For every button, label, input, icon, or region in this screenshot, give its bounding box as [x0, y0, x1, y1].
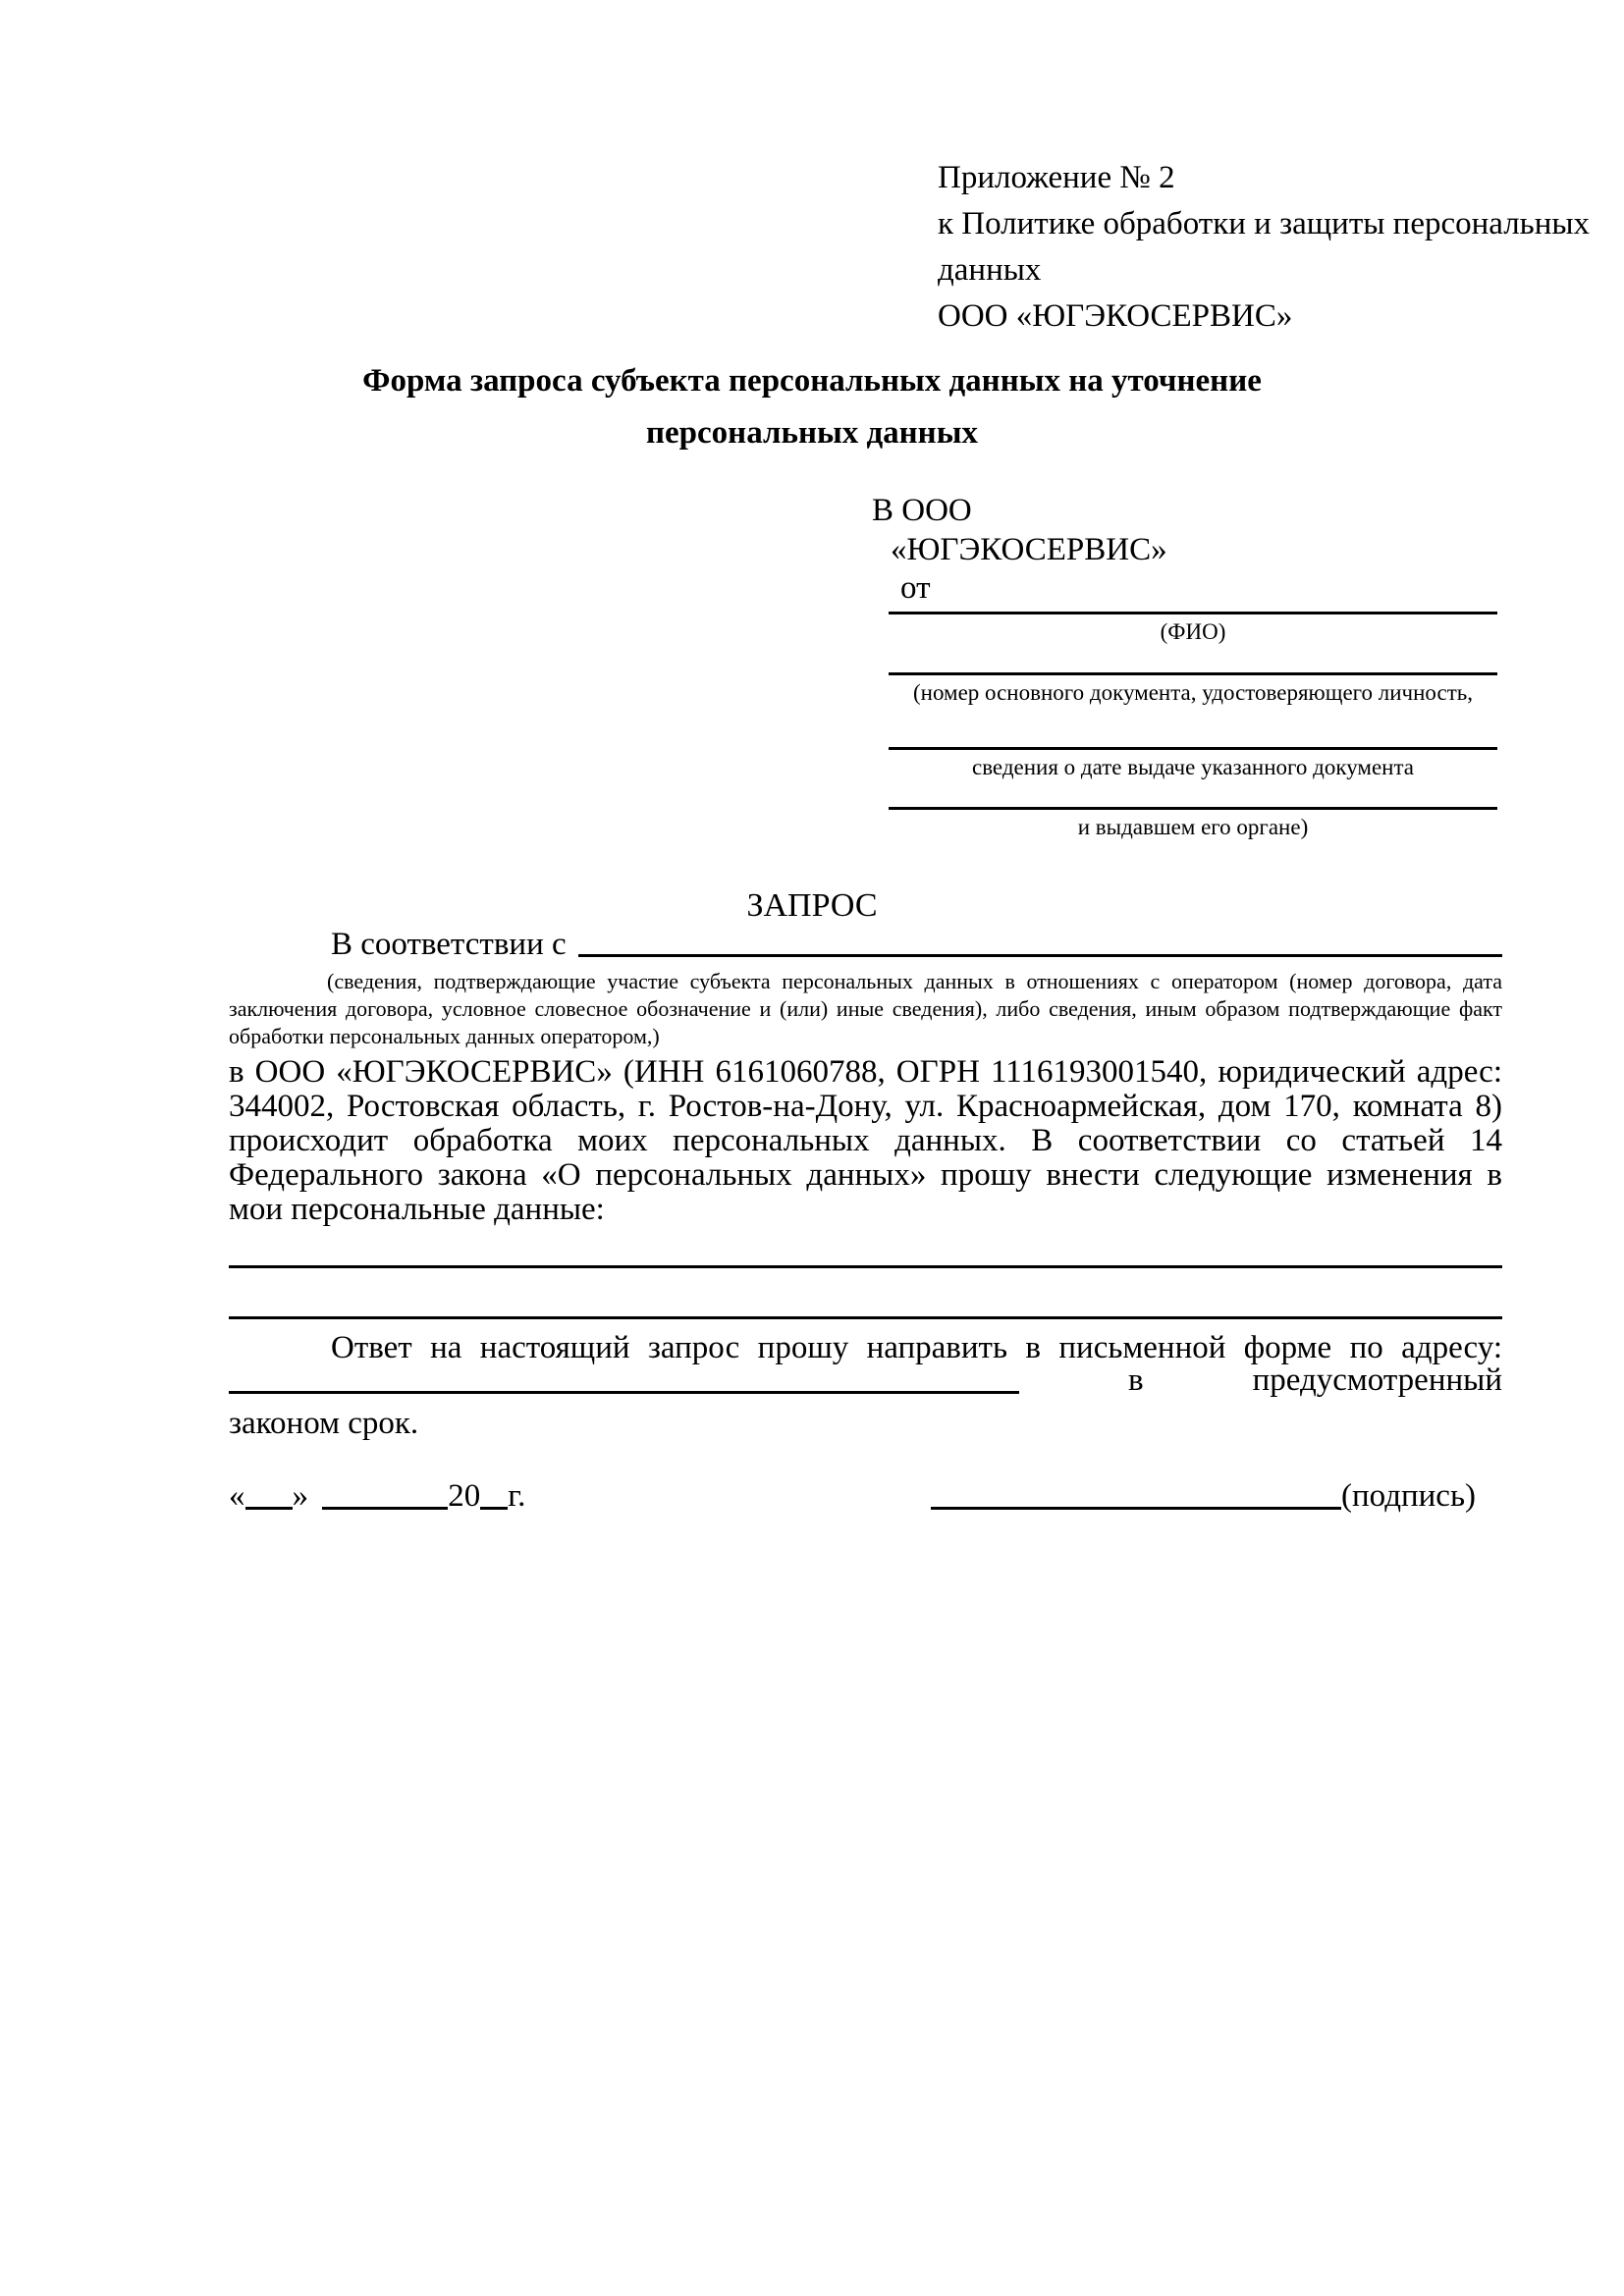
document-title-text: Форма запроса субъекта персональных данных на уточнение персональных данных	[362, 363, 1262, 451]
annex-line: данных	[938, 252, 1042, 288]
annex-line: Приложение № 2	[938, 160, 1175, 195]
basis-note: (сведения, подтверждающие участие субъекта персональных данных в отношениях с оператором (номер договора, дата заключения договора, условное словесное обозначение и (или) иные сведения), либо сведения, иным образом подтверждающие факт обработки персональных данных оператором,)	[229, 969, 1502, 1048]
year-suffix: г.	[508, 1478, 526, 1514]
document-number-caption: (номер основного документа, удостоверяющего личность,	[912, 680, 1473, 705]
reply-address-row	[229, 1363, 1502, 1398]
reply-word-predusmotrennyi: предусмотренный	[1252, 1362, 1502, 1398]
month-blank-line	[322, 1499, 448, 1510]
addressee-block	[872, 491, 1497, 842]
issuing-authority-caption: и выдавшем его органе)	[1077, 815, 1309, 839]
date-signature-row	[229, 1476, 1476, 1516]
quote-open: «	[229, 1478, 245, 1514]
signature-group	[931, 1476, 1476, 1516]
annex-line: ООО «ЮГЭКОСЕРВИС»	[938, 298, 1293, 334]
signature-caption: (подпись)	[1341, 1478, 1476, 1514]
signature-blank-line	[931, 1499, 1341, 1510]
addressee-org-line1: В ООО	[872, 493, 972, 528]
changes-blank-line-2	[229, 1316, 1502, 1319]
basis-blank-line	[578, 954, 1502, 957]
fio-caption: (ФИО)	[1160, 619, 1226, 644]
request-body: в ООО «ЮГЭКОСЕРВИС» (ИНН 6161060788, ОГРН 1116193001540, юридический адрес: 344002, Ростовская область, г. Ростов-на-Дону, ул. Красноармейская, дом 170, комната 8) происходит обработка моих персональных данных. В соответствии со статьей 14 Федерального закона «О персональных данных» прошу внести следующие изменения в мои персональные данные:	[229, 1054, 1502, 1227]
date-group	[229, 1476, 525, 1516]
issue-date-caption: сведения о дате выдаче указанного документа	[971, 755, 1415, 779]
year-prefix: 20	[448, 1478, 481, 1514]
according-row	[229, 928, 1502, 961]
issuing-authority-blank-line	[889, 807, 1497, 810]
fio-blank-line	[889, 612, 1497, 614]
document-number-blank-line	[889, 672, 1497, 675]
document-title	[174, 355, 1450, 459]
address-blank-line	[229, 1391, 1019, 1394]
day-blank-line	[245, 1499, 293, 1510]
addressee-from-label: от	[900, 570, 931, 606]
reply-end-line: законом срок.	[229, 1406, 419, 1441]
year-blank-line	[480, 1499, 508, 1510]
annex-line: к Политике обработки и защиты персональных	[938, 206, 1591, 241]
issue-date-blank-line	[889, 747, 1497, 750]
reply-paragraph: Ответ на настоящий запрос прошу направить в письменной форме по адресу:	[331, 1330, 1502, 1365]
addressee-org-line2: «ЮГЭКОСЕРВИС»	[891, 532, 1167, 567]
changes-blank-line-1	[229, 1265, 1502, 1268]
request-heading: ЗАПРОС	[746, 887, 878, 924]
reply-word-v: в	[1128, 1362, 1144, 1398]
addressee-fields	[889, 612, 1497, 842]
according-prefix: В соответствии с	[331, 927, 567, 962]
quote-close: »	[292, 1478, 308, 1514]
annex-header	[938, 155, 1590, 340]
